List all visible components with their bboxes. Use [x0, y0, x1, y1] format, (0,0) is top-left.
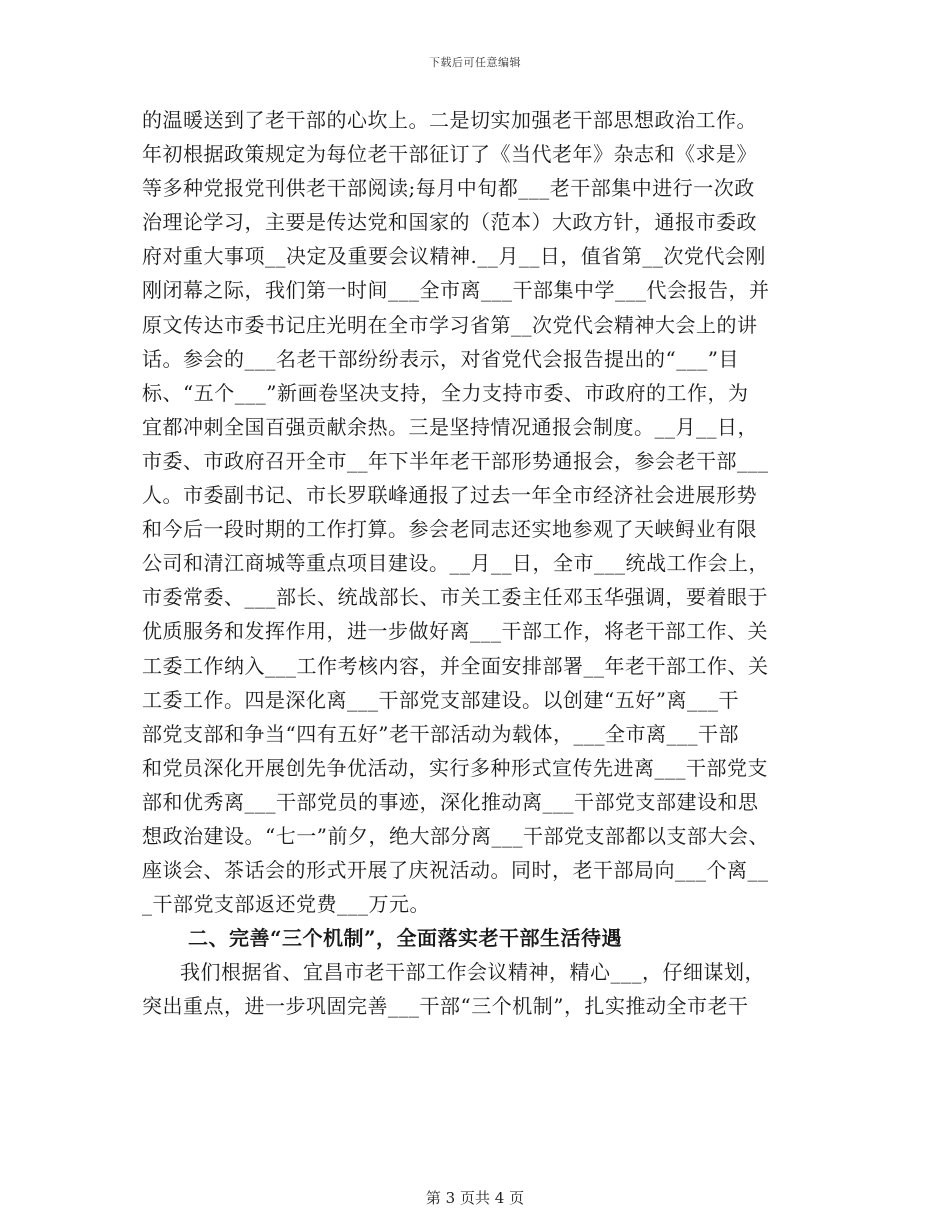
- text-line: 府对重大事项__决定及重要会议精神.__月__日，值省第__次党代会刚: [142, 244, 766, 269]
- text-line: 和今后一段时期的工作打算。参会老同志还实地参观了天峡鲟业有限: [142, 517, 757, 542]
- page-number: 第 3 页共 4 页: [425, 1189, 525, 1207]
- text-line: 标、“五个___”新画卷坚决支持，全力支持市委、市政府的工作，为: [142, 380, 749, 405]
- text-line: 市委、市政府召开全市__年下半年老干部形势通报会，参会老干部___: [142, 448, 769, 473]
- text-line: 宜都冲刺全国百强贡献余热。三是坚持情况通报会制度。__月__日，: [142, 414, 758, 439]
- text-line: 的温暖送到了老干部的心坎上。二是切实加强老干部思想政治工作。: [142, 108, 757, 132]
- page-header: 下载后可任意编辑: [429, 56, 521, 69]
- text-line: 优质服务和发挥作用，进一步做好离___干部工作，将老干部工作、关: [142, 619, 768, 644]
- text-line: 年初根据政策规定为每位老干部征订了《当代老年》杂志和《求是》: [142, 142, 757, 167]
- text-line: 和党员深化开展创先争优活动，实行多种形式宣传先进离___干部党支: [142, 755, 768, 780]
- text-line: 工委工作。四是深化离___干部党支部建设。以创建“五好”离___干: [142, 687, 739, 712]
- text-line: 突出重点，进一步巩固完善___干部“三个机制”，扎实推动全市老干: [142, 994, 749, 1019]
- text-line: _干部党支部返还党费___万元。: [142, 892, 430, 917]
- text-line: 想政治建设。“七一”前夕，绝大部分离___干部党支部都以支部大会、: [142, 823, 769, 848]
- text-line: 部党支部和争当“四有五好”老干部活动为载体，___全市离___干部: [142, 721, 739, 746]
- text-line: 座谈会、茶话会的形式开展了庆祝活动。同时，老干部局向___个离__: [142, 858, 769, 883]
- text-line: 人。市委副书记、市长罗联峰通报了过去一年全市经济社会进展形势: [142, 483, 757, 508]
- document-body: [142, 103, 812, 1024]
- text-line: 部和优秀离___干部党员的事迹，深化推动离___干部党支部建设和思: [142, 789, 759, 814]
- text-line: 原文传达市委书记庄光明在全市学习省第__次党代会精神大会上的讲: [142, 312, 758, 337]
- text-line: 治理论学习，主要是传达党和国家的（范本）大政方针，通报市委政: [142, 210, 757, 235]
- text-line: 我们根据省、宜昌市老干部工作会议精神，精心___，仔细谋划，: [180, 960, 765, 985]
- text-line: 公司和清江商城等重点项目建设。__月__日，全市___统战工作会上，: [142, 551, 769, 576]
- text-line: 等多种党报党刊供老干部阅读;每月中旬都___老干部集中进行一次政: [142, 176, 755, 201]
- section-heading: 二、完善“三个机制”，全面落实老干部生活待遇: [188, 926, 623, 951]
- text-line: 工委工作纳入___工作考核内容，并全面安排部署__年老干部工作、关: [142, 653, 769, 678]
- text-line: 市委常委、___部长、统战部长、市关工委主任邓玉华强调，要着眼于: [142, 585, 768, 610]
- text-line: 刚闭幕之际，我们第一时间___全市离___干部集中学___代会报告，并: [142, 278, 770, 303]
- text-line: 话。参会的___名老干部纷纷表示，对省党代会报告提出的“___”目: [142, 346, 739, 371]
